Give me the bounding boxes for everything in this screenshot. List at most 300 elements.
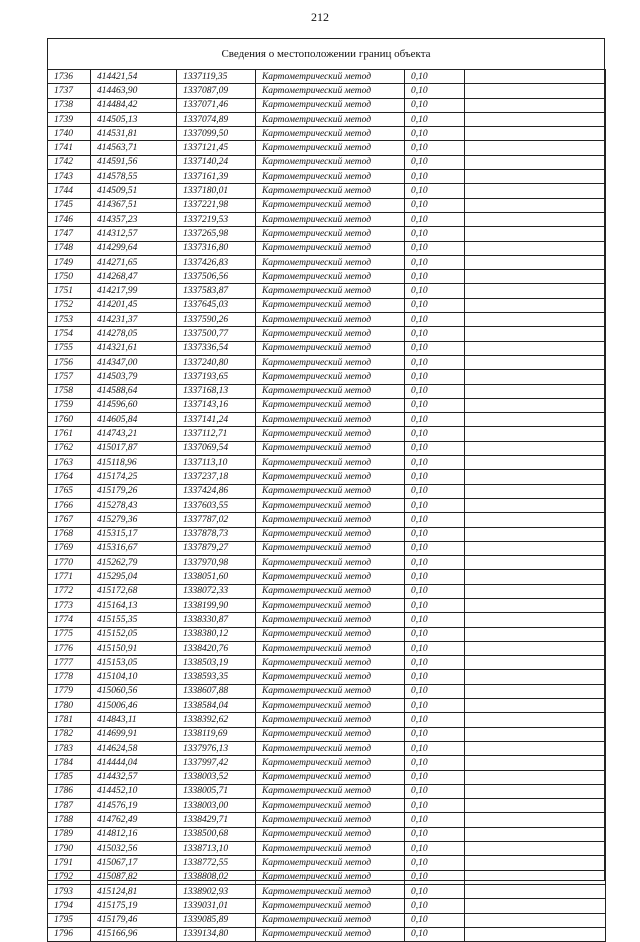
empty-cell	[465, 70, 606, 84]
point-number-cell: 1742	[48, 155, 91, 169]
empty-cell	[465, 155, 606, 169]
x-coordinate-cell: 414201,45	[91, 298, 177, 312]
table-row	[48, 212, 606, 226]
point-number-cell: 1760	[48, 413, 91, 427]
accuracy-cell: 0,10	[405, 584, 465, 598]
table-row	[48, 784, 606, 798]
table-row	[48, 927, 606, 941]
point-number-cell: 1750	[48, 270, 91, 284]
method-cell: Картометрический метод	[256, 741, 405, 755]
point-number-cell: 1780	[48, 699, 91, 713]
accuracy-cell: 0,10	[405, 870, 465, 884]
y-coordinate-cell: 1337500,77	[177, 327, 256, 341]
point-number-cell: 1776	[48, 641, 91, 655]
accuracy-cell: 0,10	[405, 799, 465, 813]
accuracy-cell: 0,10	[405, 899, 465, 913]
x-coordinate-cell: 415174,25	[91, 470, 177, 484]
x-coordinate-cell: 414591,56	[91, 155, 177, 169]
point-number-cell: 1783	[48, 741, 91, 755]
method-cell: Картометрический метод	[256, 212, 405, 226]
empty-cell	[465, 170, 606, 184]
page-number: 212	[311, 10, 329, 24]
table-row	[48, 541, 606, 555]
x-coordinate-cell: 414421,54	[91, 70, 177, 84]
method-cell: Картометрический метод	[256, 842, 405, 856]
x-coordinate-cell: 414299,64	[91, 241, 177, 255]
empty-cell	[465, 441, 606, 455]
accuracy-cell: 0,10	[405, 670, 465, 684]
x-coordinate-cell: 414367,51	[91, 198, 177, 212]
method-cell: Картометрический метод	[256, 670, 405, 684]
accuracy-cell: 0,10	[405, 527, 465, 541]
method-cell: Картометрический метод	[256, 241, 405, 255]
x-coordinate-cell: 414357,23	[91, 212, 177, 226]
y-coordinate-cell: 1337879,27	[177, 541, 256, 555]
empty-cell	[465, 484, 606, 498]
y-coordinate-cell: 1338003,00	[177, 799, 256, 813]
point-number-cell: 1749	[48, 255, 91, 269]
accuracy-cell: 0,10	[405, 255, 465, 269]
accuracy-cell: 0,10	[405, 913, 465, 927]
y-coordinate-cell: 1337583,87	[177, 284, 256, 298]
method-cell: Картометрический метод	[256, 484, 405, 498]
method-cell: Картометрический метод	[256, 870, 405, 884]
y-coordinate-cell: 1337219,53	[177, 212, 256, 226]
table-row	[48, 584, 606, 598]
x-coordinate-cell: 415152,05	[91, 627, 177, 641]
empty-cell	[465, 670, 606, 684]
method-cell: Картометрический метод	[256, 84, 405, 98]
table-row	[48, 155, 606, 169]
empty-cell	[465, 627, 606, 641]
x-coordinate-cell: 415279,36	[91, 513, 177, 527]
empty-cell	[465, 384, 606, 398]
method-cell: Картометрический метод	[256, 427, 405, 441]
y-coordinate-cell: 1337141,24	[177, 413, 256, 427]
x-coordinate-cell: 414463,90	[91, 84, 177, 98]
x-coordinate-cell: 415179,26	[91, 484, 177, 498]
empty-cell	[465, 856, 606, 870]
accuracy-cell: 0,10	[405, 556, 465, 570]
empty-cell	[465, 84, 606, 98]
point-number-cell: 1768	[48, 527, 91, 541]
x-coordinate-cell: 414588,64	[91, 384, 177, 398]
point-number-cell: 1769	[48, 541, 91, 555]
table-row	[48, 727, 606, 741]
y-coordinate-cell: 1338119,69	[177, 727, 256, 741]
table-row	[48, 870, 606, 884]
point-number-cell: 1787	[48, 799, 91, 813]
empty-cell	[465, 684, 606, 698]
empty-cell	[465, 741, 606, 755]
empty-cell	[465, 870, 606, 884]
point-number-cell: 1788	[48, 813, 91, 827]
y-coordinate-cell: 1337316,80	[177, 241, 256, 255]
accuracy-cell: 0,10	[405, 613, 465, 627]
y-coordinate-cell: 1338500,68	[177, 827, 256, 841]
x-coordinate-cell: 415295,04	[91, 570, 177, 584]
y-coordinate-cell: 1337787,02	[177, 513, 256, 527]
y-coordinate-cell: 1338380,12	[177, 627, 256, 641]
accuracy-cell: 0,10	[405, 313, 465, 327]
table-row	[48, 513, 606, 527]
empty-cell	[465, 556, 606, 570]
x-coordinate-cell: 414812,16	[91, 827, 177, 841]
empty-cell	[465, 656, 606, 670]
accuracy-cell: 0,10	[405, 856, 465, 870]
x-coordinate-cell: 415166,96	[91, 927, 177, 941]
method-cell: Картометрический метод	[256, 827, 405, 841]
table-row	[48, 713, 606, 727]
point-number-cell: 1747	[48, 227, 91, 241]
y-coordinate-cell: 1337240,80	[177, 355, 256, 369]
method-cell: Картометрический метод	[256, 456, 405, 470]
method-cell: Картометрический метод	[256, 627, 405, 641]
point-number-cell: 1779	[48, 684, 91, 698]
empty-cell	[465, 727, 606, 741]
accuracy-cell: 0,10	[405, 884, 465, 898]
method-cell: Картометрический метод	[256, 227, 405, 241]
point-number-cell: 1753	[48, 313, 91, 327]
accuracy-cell: 0,10	[405, 627, 465, 641]
accuracy-cell: 0,10	[405, 341, 465, 355]
method-cell: Картометрический метод	[256, 313, 405, 327]
table-row	[48, 856, 606, 870]
method-cell: Картометрический метод	[256, 184, 405, 198]
method-cell: Картометрический метод	[256, 784, 405, 798]
y-coordinate-cell: 1338072,33	[177, 584, 256, 598]
point-number-cell: 1751	[48, 284, 91, 298]
accuracy-cell: 0,10	[405, 598, 465, 612]
y-coordinate-cell: 1338772,55	[177, 856, 256, 870]
method-cell: Картометрический метод	[256, 98, 405, 112]
table-row	[48, 527, 606, 541]
accuracy-cell: 0,10	[405, 441, 465, 455]
accuracy-cell: 0,10	[405, 227, 465, 241]
method-cell: Картометрический метод	[256, 856, 405, 870]
table-row	[48, 313, 606, 327]
method-cell: Картометрический метод	[256, 327, 405, 341]
empty-cell	[465, 799, 606, 813]
y-coordinate-cell: 1338503,19	[177, 656, 256, 670]
method-cell: Картометрический метод	[256, 470, 405, 484]
empty-cell	[465, 127, 606, 141]
empty-cell	[465, 541, 606, 555]
table-row	[48, 112, 606, 126]
table-row	[48, 255, 606, 269]
boundary-table-frame	[47, 38, 605, 940]
point-number-cell: 1766	[48, 498, 91, 512]
table-row	[48, 684, 606, 698]
point-number-cell: 1795	[48, 913, 91, 927]
accuracy-cell: 0,10	[405, 641, 465, 655]
table-row	[48, 913, 606, 927]
table-row	[48, 198, 606, 212]
y-coordinate-cell: 1337976,13	[177, 741, 256, 755]
point-number-cell: 1785	[48, 770, 91, 784]
empty-cell	[465, 370, 606, 384]
x-coordinate-cell: 414268,47	[91, 270, 177, 284]
x-coordinate-cell: 414509,51	[91, 184, 177, 198]
empty-cell	[465, 313, 606, 327]
empty-cell	[465, 355, 606, 369]
x-coordinate-cell: 414217,99	[91, 284, 177, 298]
table-row	[48, 813, 606, 827]
x-coordinate-cell: 415164,13	[91, 598, 177, 612]
table-row	[48, 827, 606, 841]
x-coordinate-cell: 414531,81	[91, 127, 177, 141]
point-number-cell: 1794	[48, 899, 91, 913]
accuracy-cell: 0,10	[405, 155, 465, 169]
accuracy-cell: 0,10	[405, 355, 465, 369]
y-coordinate-cell: 1337140,24	[177, 155, 256, 169]
point-number-cell: 1770	[48, 556, 91, 570]
method-cell: Картометрический метод	[256, 699, 405, 713]
x-coordinate-cell: 414624,58	[91, 741, 177, 755]
table-row	[48, 656, 606, 670]
method-cell: Картометрический метод	[256, 598, 405, 612]
x-coordinate-cell: 415262,79	[91, 556, 177, 570]
x-coordinate-cell: 414762,49	[91, 813, 177, 827]
accuracy-cell: 0,10	[405, 184, 465, 198]
y-coordinate-cell: 1337221,98	[177, 198, 256, 212]
table-row	[48, 141, 606, 155]
table-row	[48, 556, 606, 570]
empty-cell	[465, 884, 606, 898]
x-coordinate-cell: 415316,67	[91, 541, 177, 555]
table-row	[48, 441, 606, 455]
y-coordinate-cell: 1337180,01	[177, 184, 256, 198]
x-coordinate-cell: 414605,84	[91, 413, 177, 427]
y-coordinate-cell: 1338584,04	[177, 699, 256, 713]
point-number-cell: 1777	[48, 656, 91, 670]
table-row	[48, 613, 606, 627]
method-cell: Картометрический метод	[256, 70, 405, 84]
empty-cell	[465, 641, 606, 655]
accuracy-cell: 0,10	[405, 541, 465, 555]
accuracy-cell: 0,10	[405, 470, 465, 484]
y-coordinate-cell: 1338607,88	[177, 684, 256, 698]
empty-cell	[465, 255, 606, 269]
y-coordinate-cell: 1338429,71	[177, 813, 256, 827]
table-row	[48, 384, 606, 398]
y-coordinate-cell: 1337603,55	[177, 498, 256, 512]
x-coordinate-cell: 415124,81	[91, 884, 177, 898]
point-number-cell: 1781	[48, 713, 91, 727]
accuracy-cell: 0,10	[405, 413, 465, 427]
method-cell: Картометрический метод	[256, 727, 405, 741]
y-coordinate-cell: 1338003,52	[177, 770, 256, 784]
method-cell: Картометрический метод	[256, 141, 405, 155]
y-coordinate-cell: 1337168,13	[177, 384, 256, 398]
accuracy-cell: 0,10	[405, 427, 465, 441]
table-row	[48, 298, 606, 312]
point-number-cell: 1764	[48, 470, 91, 484]
accuracy-cell: 0,10	[405, 141, 465, 155]
point-number-cell: 1763	[48, 456, 91, 470]
y-coordinate-cell: 1338420,76	[177, 641, 256, 655]
y-coordinate-cell: 1337506,56	[177, 270, 256, 284]
table-row	[48, 270, 606, 284]
method-cell: Картометрический метод	[256, 527, 405, 541]
empty-cell	[465, 212, 606, 226]
method-cell: Картометрический метод	[256, 913, 405, 927]
accuracy-cell: 0,10	[405, 656, 465, 670]
empty-cell	[465, 98, 606, 112]
empty-cell	[465, 298, 606, 312]
empty-cell	[465, 598, 606, 612]
method-cell: Картометрический метод	[256, 355, 405, 369]
empty-cell	[465, 184, 606, 198]
empty-cell	[465, 141, 606, 155]
point-number-cell: 1741	[48, 141, 91, 155]
empty-cell	[465, 784, 606, 798]
empty-cell	[465, 498, 606, 512]
y-coordinate-cell: 1337143,16	[177, 398, 256, 412]
empty-cell	[465, 470, 606, 484]
point-number-cell: 1778	[48, 670, 91, 684]
point-number-cell: 1758	[48, 384, 91, 398]
method-cell: Картометрический метод	[256, 284, 405, 298]
y-coordinate-cell: 1338199,90	[177, 598, 256, 612]
empty-cell	[465, 398, 606, 412]
method-cell: Картометрический метод	[256, 341, 405, 355]
method-cell: Картометрический метод	[256, 270, 405, 284]
table-row	[48, 498, 606, 512]
point-number-cell: 1765	[48, 484, 91, 498]
accuracy-cell: 0,10	[405, 784, 465, 798]
accuracy-cell: 0,10	[405, 741, 465, 755]
y-coordinate-cell: 1338051,60	[177, 570, 256, 584]
point-number-cell: 1772	[48, 584, 91, 598]
accuracy-cell: 0,10	[405, 270, 465, 284]
accuracy-cell: 0,10	[405, 370, 465, 384]
x-coordinate-cell: 414743,21	[91, 427, 177, 441]
x-coordinate-cell: 414503,79	[91, 370, 177, 384]
x-coordinate-cell: 414596,60	[91, 398, 177, 412]
table-row	[48, 627, 606, 641]
empty-cell	[465, 899, 606, 913]
method-cell: Картометрический метод	[256, 684, 405, 698]
x-coordinate-cell: 414578,55	[91, 170, 177, 184]
x-coordinate-cell: 414271,65	[91, 255, 177, 269]
table-title: Сведения о местоположении границ объекта	[48, 39, 604, 70]
table-row	[48, 699, 606, 713]
method-cell: Картометрический метод	[256, 799, 405, 813]
y-coordinate-cell: 1339134,80	[177, 927, 256, 941]
x-coordinate-cell: 415087,82	[91, 870, 177, 884]
table-row	[48, 227, 606, 241]
x-coordinate-cell: 415179,46	[91, 913, 177, 927]
empty-cell	[465, 713, 606, 727]
table-row	[48, 127, 606, 141]
empty-cell	[465, 513, 606, 527]
accuracy-cell: 0,10	[405, 70, 465, 84]
point-number-cell: 1740	[48, 127, 91, 141]
x-coordinate-cell: 414452,10	[91, 784, 177, 798]
table-row	[48, 398, 606, 412]
method-cell: Картометрический метод	[256, 570, 405, 584]
method-cell: Картометрический метод	[256, 541, 405, 555]
y-coordinate-cell: 1337069,54	[177, 441, 256, 455]
accuracy-cell: 0,10	[405, 813, 465, 827]
method-cell: Картометрический метод	[256, 641, 405, 655]
point-number-cell: 1738	[48, 98, 91, 112]
accuracy-cell: 0,10	[405, 684, 465, 698]
x-coordinate-cell: 414278,05	[91, 327, 177, 341]
y-coordinate-cell: 1337113,10	[177, 456, 256, 470]
point-number-cell: 1784	[48, 756, 91, 770]
point-number-cell: 1791	[48, 856, 91, 870]
method-cell: Картометрический метод	[256, 398, 405, 412]
method-cell: Картометрический метод	[256, 713, 405, 727]
point-number-cell: 1744	[48, 184, 91, 198]
x-coordinate-cell: 415278,43	[91, 498, 177, 512]
point-number-cell: 1755	[48, 341, 91, 355]
accuracy-cell: 0,10	[405, 513, 465, 527]
accuracy-cell: 0,10	[405, 713, 465, 727]
empty-cell	[465, 756, 606, 770]
point-number-cell: 1761	[48, 427, 91, 441]
empty-cell	[465, 570, 606, 584]
empty-cell	[465, 427, 606, 441]
point-number-cell: 1737	[48, 84, 91, 98]
y-coordinate-cell: 1337265,98	[177, 227, 256, 241]
empty-cell	[465, 112, 606, 126]
y-coordinate-cell: 1337119,35	[177, 70, 256, 84]
table-row	[48, 84, 606, 98]
x-coordinate-cell: 414576,19	[91, 799, 177, 813]
x-coordinate-cell: 414347,00	[91, 355, 177, 369]
empty-cell	[465, 927, 606, 941]
accuracy-cell: 0,10	[405, 827, 465, 841]
method-cell: Картометрический метод	[256, 127, 405, 141]
y-coordinate-cell: 1337074,89	[177, 112, 256, 126]
x-coordinate-cell: 415155,35	[91, 613, 177, 627]
table-row	[48, 842, 606, 856]
accuracy-cell: 0,10	[405, 98, 465, 112]
y-coordinate-cell: 1337099,50	[177, 127, 256, 141]
empty-cell	[465, 913, 606, 927]
y-coordinate-cell: 1337997,42	[177, 756, 256, 770]
method-cell: Картометрический метод	[256, 498, 405, 512]
method-cell: Картометрический метод	[256, 198, 405, 212]
point-number-cell: 1773	[48, 598, 91, 612]
accuracy-cell: 0,10	[405, 298, 465, 312]
method-cell: Картометрический метод	[256, 927, 405, 941]
method-cell: Картометрический метод	[256, 756, 405, 770]
table-row	[48, 484, 606, 498]
table-row	[48, 470, 606, 484]
x-coordinate-cell: 415118,96	[91, 456, 177, 470]
y-coordinate-cell: 1338593,35	[177, 670, 256, 684]
point-number-cell: 1793	[48, 884, 91, 898]
table-row	[48, 341, 606, 355]
table-row	[48, 456, 606, 470]
empty-cell	[465, 827, 606, 841]
accuracy-cell: 0,10	[405, 699, 465, 713]
method-cell: Картометрический метод	[256, 813, 405, 827]
table-row	[48, 741, 606, 755]
y-coordinate-cell: 1338330,87	[177, 613, 256, 627]
accuracy-cell: 0,10	[405, 170, 465, 184]
y-coordinate-cell: 1337590,26	[177, 313, 256, 327]
accuracy-cell: 0,10	[405, 84, 465, 98]
empty-cell	[465, 456, 606, 470]
y-coordinate-cell: 1337121,45	[177, 141, 256, 155]
y-coordinate-cell: 1337112,71	[177, 427, 256, 441]
method-cell: Картометрический метод	[256, 413, 405, 427]
